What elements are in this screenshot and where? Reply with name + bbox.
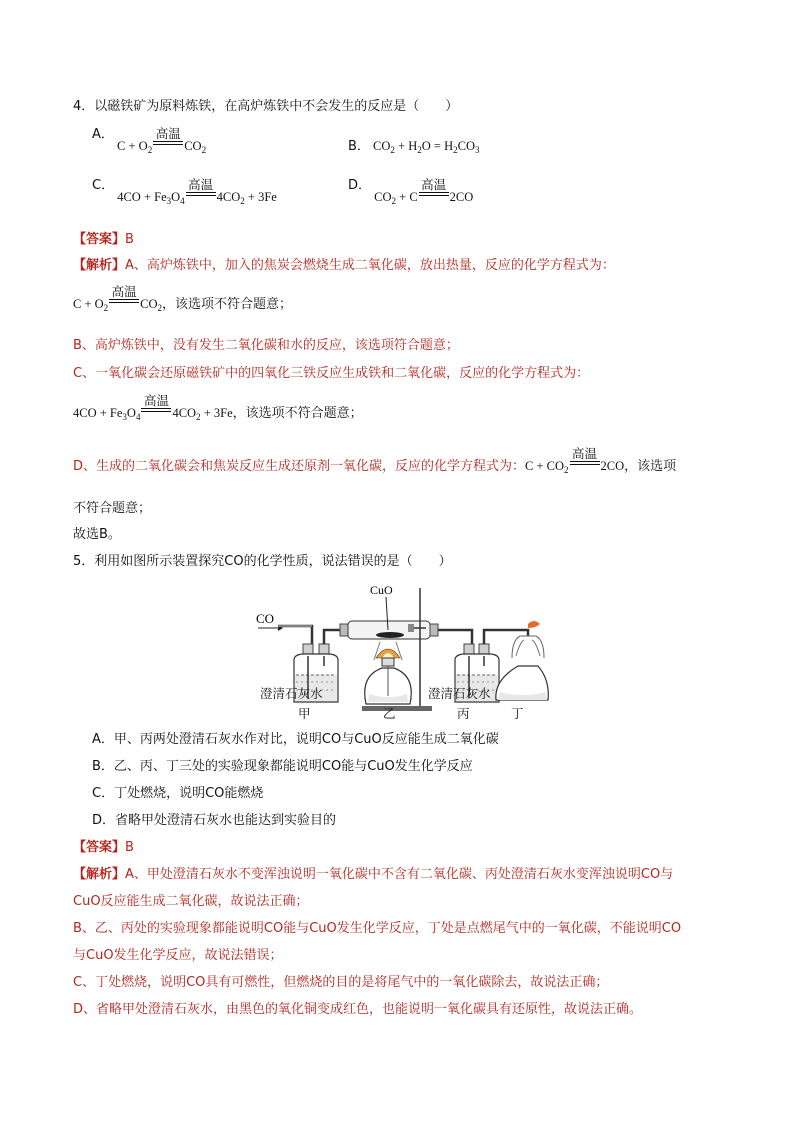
- reaction-condition: 高温: [109, 285, 139, 303]
- q4-analysis-c-equation: $4CO + Fe_3O_4$ 高温 $4CO_2 + 3Fe$，该选项不符合题意；: [73, 393, 363, 422]
- answer-tag: 【答案】: [73, 840, 126, 855]
- q4-stem: 4．以磁铁矿为原料炼铁，在高炉炼铁中不会发生的反应是（ ）: [73, 99, 459, 114]
- label-jia: 甲: [298, 706, 311, 721]
- option-label: C．: [92, 178, 115, 193]
- alcohol-lamp: [365, 642, 412, 704]
- answer-tag: 【答案】: [73, 232, 126, 247]
- q5-option-b[interactable]: B．乙、丙、丁三处的实验现象都能说明CO能与CuO发生化学反应: [92, 759, 473, 774]
- reaction-condition: 高温: [570, 447, 600, 465]
- burner-ding: [496, 621, 548, 700]
- q5-option-d[interactable]: D．省略甲处澄清石灰水也能达到实验目的: [92, 813, 337, 828]
- q5-stem: 5．利用如图所示装置探究CO的化学性质，说法错误的是（ ）: [73, 554, 452, 569]
- q5-analysis-a-line1: 【解析】A、甲处澄清石灰水不变浑浊说明一氧化碳中不含有二氧化碳、丙处澄清石灰水变浑浊说明CO与: [73, 867, 674, 882]
- reaction-condition: 高温: [186, 178, 216, 196]
- reaction-condition: 高温: [141, 394, 171, 412]
- q5-analysis-a-line2: CuO反应能生成二氧化碳，故说法正确；: [73, 894, 309, 909]
- q5-analysis-b-line1: B、乙、丙处的实验现象都能说明CO能与CuO发生化学反应，丁处是点燃尾气中的一氧化碳，不能说明CO: [73, 921, 682, 936]
- q5-answer: [73, 836, 134, 855]
- q5-analysis-b-line2: 与CuO发生化学反应，故说法错误；: [73, 948, 283, 963]
- q4-option-c[interactable]: C． $4CO + Fe_3O_4$ 高温 $4CO_2 + 3Fe$: [92, 177, 277, 206]
- label-ding: 丁: [511, 706, 524, 721]
- analysis-tag: 【解析】: [73, 867, 126, 882]
- apparatus-figure: [250, 580, 550, 720]
- option-label: B．: [348, 139, 370, 154]
- label-yi: 乙: [383, 706, 396, 721]
- option-label: A．: [92, 127, 114, 142]
- q4-analysis-c: C、一氧化碳会还原磁铁矿中的四氧化三铁反应生成铁和二氧化碳，反应的化学方程式为：: [73, 366, 590, 381]
- q4-option-b[interactable]: B． $CO_2 + H_2O = H_2CO_3$: [348, 139, 480, 155]
- co-inlet-label: CO: [256, 611, 275, 626]
- q5-analysis-d: D、省略甲处澄清石灰水，由黑色的氧化铜变成红色，也能说明一氧化碳具有还原性，故说法正确。: [73, 1002, 643, 1017]
- q4-option-d[interactable]: D． $CO_2 + C$ 高温 2CO: [348, 177, 474, 206]
- answer-value: B: [125, 232, 134, 247]
- analysis-tag: 【解析】: [73, 258, 126, 273]
- option-label: D．: [348, 178, 372, 193]
- answer-value: B: [125, 840, 134, 855]
- q4-analysis-b: B、高炉炼铁中，没有发生二氧化碳和水的反应，该选项符合题意；: [73, 338, 459, 353]
- q5-analysis-c: C、丁处燃烧，说明CO具有可燃性，但燃烧的目的是将尾气中的一氧化碳除去，故说法正确；: [73, 975, 609, 990]
- q4-analysis-a-equation: $C + O_2$ 高温 $CO_2$，该选项不符合题意；: [73, 284, 293, 313]
- q4-conclusion: 故选B。: [73, 527, 121, 542]
- lime-water-label-right: 澄清石灰水: [428, 686, 491, 701]
- cuo-label: CuO: [370, 583, 393, 597]
- q4-option-a[interactable]: A． $C + O_2$ 高温 $CO_2$: [92, 126, 207, 155]
- q4-analysis-d: D、生成的二氧化碳会和焦炭反应生成还原剂一氧化碳，反应的化学方程式为：$C + CO_2$ 高温 2CO，该选项: [73, 446, 677, 475]
- q4-analysis-d-line2: 不符合题意；: [73, 501, 152, 516]
- reaction-condition: 高温: [419, 178, 449, 196]
- reaction-condition: 高温: [153, 127, 183, 145]
- q4-answer: [73, 228, 134, 247]
- q4-analysis-a: 【解析】A、高炉炼铁中，加入的焦炭会燃烧生成二氧化碳，放出热量，反应的化学方程式为：: [73, 258, 615, 273]
- q5-option-c[interactable]: C．丁处燃烧，说明CO能燃烧: [92, 786, 264, 801]
- q5-option-a[interactable]: A．甲、丙两处澄清石灰水作对比，说明CO与CuO反应能生成二氧化碳: [92, 732, 499, 747]
- label-bing: 丙: [457, 706, 470, 721]
- lime-water-label-left: 澄清石灰水: [260, 686, 323, 701]
